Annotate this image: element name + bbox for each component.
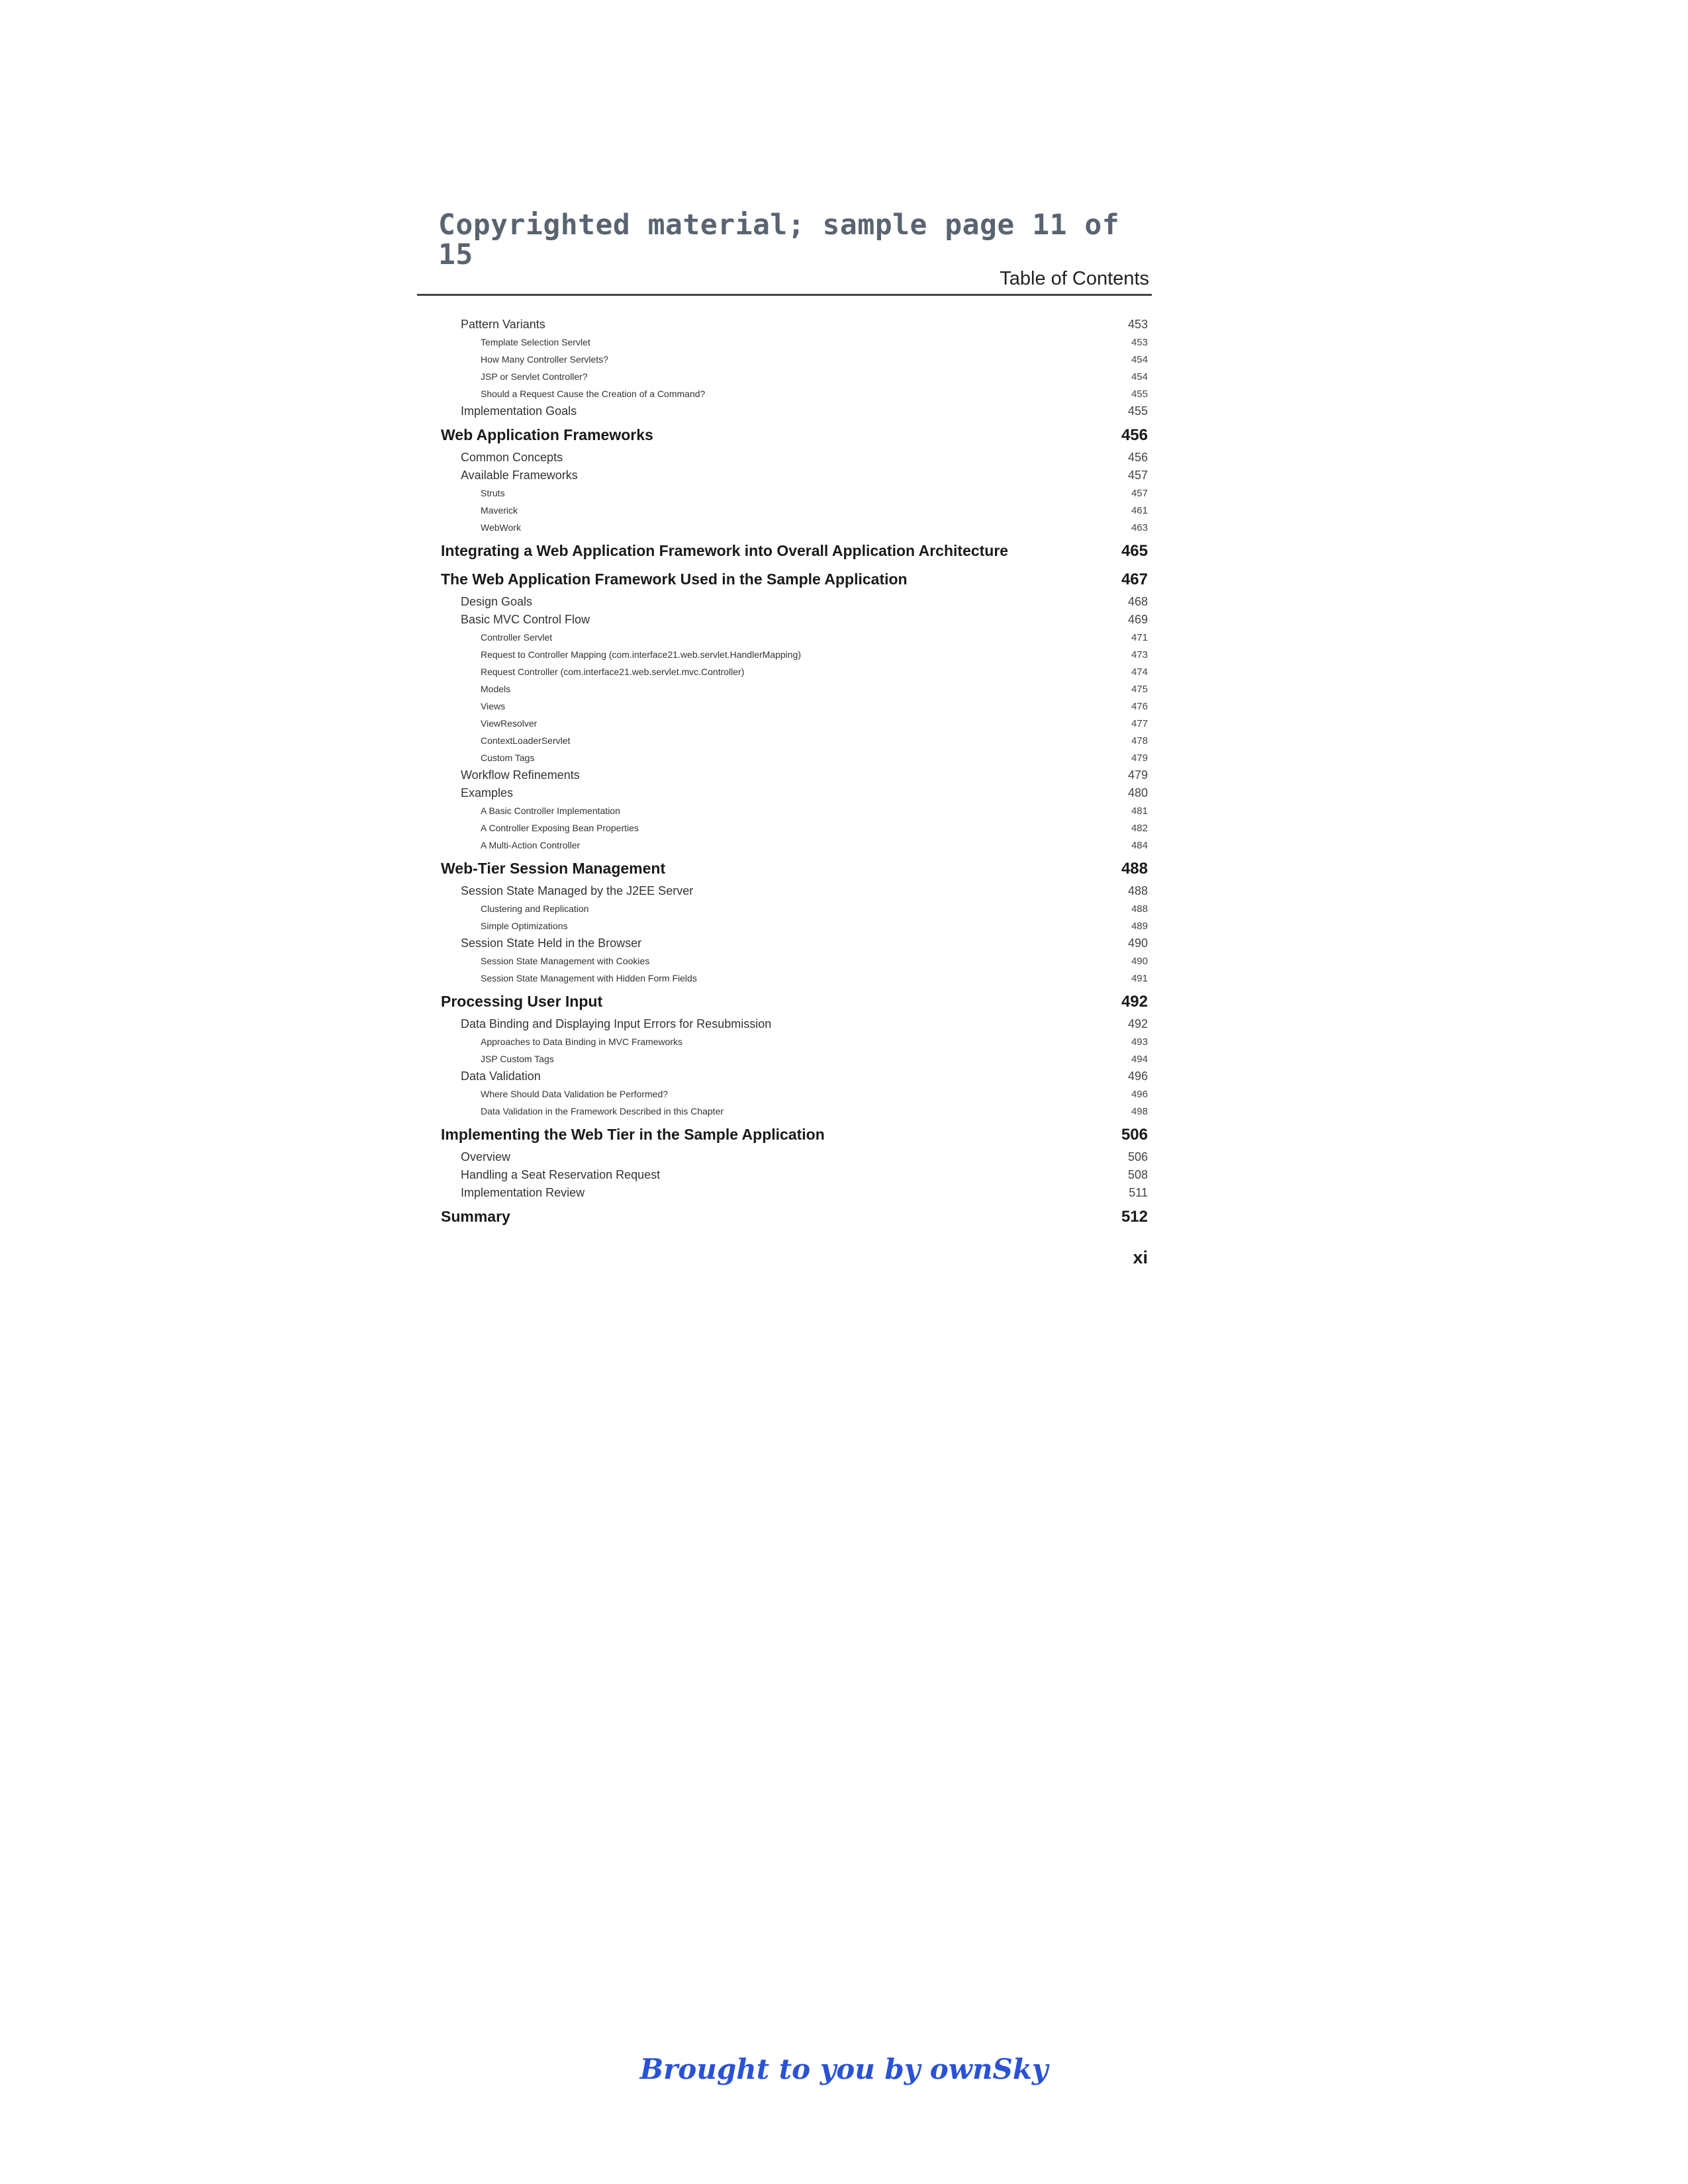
toc-entry-page: 468 xyxy=(1127,595,1148,609)
toc-entry-page: 477 xyxy=(1131,718,1148,730)
toc-entry-title: A Controller Exposing Bean Properties xyxy=(481,823,639,834)
toc-entry-title: Template Selection Servlet xyxy=(481,337,590,348)
toc-entry-title: Summary xyxy=(441,1208,510,1226)
toc-entry xyxy=(417,484,1152,502)
toc-entry-title: Available Frameworks xyxy=(461,469,578,482)
toc-entry-page: 492 xyxy=(1121,993,1148,1011)
toc-entry-title: Struts xyxy=(481,488,505,499)
table-of-contents xyxy=(417,316,1152,1230)
toc-entry-page: 491 xyxy=(1131,973,1148,985)
toc-entry xyxy=(417,1184,1152,1202)
toc-entry-page: 488 xyxy=(1127,884,1148,898)
toc-entry xyxy=(417,819,1152,837)
toc-entry-page: 484 xyxy=(1131,840,1148,852)
toc-entry-title: Simple Optimizations xyxy=(481,921,568,932)
toc-entry xyxy=(417,519,1152,536)
toc-entry xyxy=(417,1103,1152,1120)
toc-entry xyxy=(417,1121,1152,1148)
toc-entry xyxy=(417,368,1152,385)
toc-entry-title: Where Should Data Validation be Performed? xyxy=(481,1089,669,1100)
toc-entry xyxy=(417,1085,1152,1103)
toc-entry xyxy=(417,611,1152,629)
toc-entry-title: A Basic Controller Implementation xyxy=(481,805,620,817)
toc-entry-page: 457 xyxy=(1131,488,1148,500)
toc-entry xyxy=(417,316,1152,334)
toc-entry-title: Clustering and Replication xyxy=(481,903,589,915)
toc-entry xyxy=(417,467,1152,484)
toc-entry-title: Implementing the Web Tier in the Sample Application xyxy=(441,1126,825,1144)
toc-entry-title: Request Controller (com.interface21.web.servlet.mvc.Controller) xyxy=(481,666,745,678)
toc-entry-page: 498 xyxy=(1131,1106,1148,1118)
toc-entry xyxy=(417,385,1152,402)
toc-entry-page: 480 xyxy=(1127,786,1148,800)
toc-entry xyxy=(417,502,1152,519)
toc-entry-page: 488 xyxy=(1121,860,1148,878)
toc-entry-title: Session State Management with Cookies xyxy=(481,956,650,967)
toc-entry-page: 496 xyxy=(1127,1069,1148,1083)
toc-entry-title: Integrating a Web Application Framework into Overall Application Architecture xyxy=(441,542,1009,560)
toc-entry xyxy=(417,663,1152,680)
toc-entry-title: Basic MVC Control Flow xyxy=(461,613,590,627)
toc-entry-title: Overview xyxy=(461,1150,511,1164)
toc-entry-title: How Many Controller Servlets? xyxy=(481,354,608,365)
toc-entry-page: 481 xyxy=(1131,805,1148,817)
toc-entry-page: 456 xyxy=(1121,426,1148,445)
toc-entry-title: Data Validation xyxy=(461,1069,541,1083)
toc-entry-page: 463 xyxy=(1131,522,1148,534)
toc-entry xyxy=(417,351,1152,368)
toc-entry-page: 489 xyxy=(1131,921,1148,933)
toc-entry-title: Views xyxy=(481,701,506,712)
toc-entry-page: 457 xyxy=(1127,469,1148,482)
toc-entry xyxy=(417,646,1152,663)
toc-entry-title: ContextLoaderServlet xyxy=(481,735,571,747)
toc-entry-page: 453 xyxy=(1131,337,1148,349)
toc-entry xyxy=(417,402,1152,420)
toc-entry-page: 494 xyxy=(1131,1054,1148,1066)
toc-entry-title: Session State Held in the Browser xyxy=(461,936,642,950)
toc-entry-title: A Multi-Action Controller xyxy=(481,840,581,851)
toc-entry-page: 482 xyxy=(1131,823,1148,835)
toc-entry xyxy=(417,802,1152,819)
toc-entry-page: 496 xyxy=(1131,1089,1148,1101)
toc-entry xyxy=(417,537,1152,565)
document-page xyxy=(417,210,1152,1268)
toc-entry-title: Design Goals xyxy=(461,595,533,609)
toc-entry-page: 454 xyxy=(1131,354,1148,366)
toc-entry-title: Implementation Goals xyxy=(461,404,577,418)
toc-entry-page: 461 xyxy=(1131,505,1148,517)
toc-entry-page: 512 xyxy=(1121,1208,1148,1226)
toc-entry xyxy=(417,784,1152,802)
toc-entry-title: Custom Tags xyxy=(481,752,535,764)
toc-entry xyxy=(417,952,1152,970)
toc-entry-page: 455 xyxy=(1131,388,1148,400)
toc-entry xyxy=(417,882,1152,900)
toc-entry-title: Models xyxy=(481,684,511,695)
toc-entry-title: WebWork xyxy=(481,522,521,533)
toc-entry-title: Implementation Review xyxy=(461,1186,585,1200)
toc-entry-page: 490 xyxy=(1127,936,1148,950)
toc-entry xyxy=(417,988,1152,1015)
toc-entry-page: 454 xyxy=(1131,371,1148,383)
toc-entry-page: 474 xyxy=(1131,666,1148,678)
toc-entry xyxy=(417,698,1152,715)
toc-entry-page: 490 xyxy=(1131,956,1148,968)
header-rule xyxy=(417,294,1152,296)
toc-entry-title: Pattern Variants xyxy=(461,318,545,332)
toc-entry-page: 473 xyxy=(1131,649,1148,661)
footer-credit: Brought to you by ownSky xyxy=(639,2053,1049,2085)
toc-entry-title: Session State Managed by the J2EE Server xyxy=(461,884,694,898)
toc-entry-page: 506 xyxy=(1127,1150,1148,1164)
toc-entry-page: 492 xyxy=(1127,1017,1148,1031)
toc-entry-page: 488 xyxy=(1131,903,1148,915)
toc-entry-title: The Web Application Framework Used in the Sample Application xyxy=(441,570,908,588)
toc-entry-page: 479 xyxy=(1127,768,1148,782)
toc-entry-page: 467 xyxy=(1121,570,1148,589)
toc-entry-title: Request to Controller Mapping (com.interface21.web.servlet.HandlerMapping) xyxy=(481,649,802,660)
toc-entry xyxy=(417,970,1152,987)
toc-entry-title: Handling a Seat Reservation Request xyxy=(461,1168,661,1182)
toc-entry-page: 508 xyxy=(1127,1168,1148,1182)
toc-entry-title: Data Validation in the Framework Described in this Chapter xyxy=(481,1106,724,1117)
toc-entry-title: Web-Tier Session Management xyxy=(441,860,666,878)
toc-entry-page: 479 xyxy=(1131,752,1148,764)
toc-entry xyxy=(417,749,1152,766)
toc-entry xyxy=(417,1033,1152,1050)
toc-entry-page: 478 xyxy=(1131,735,1148,747)
toc-entry-page: 471 xyxy=(1131,632,1148,644)
toc-entry-page: 465 xyxy=(1121,542,1148,561)
toc-entry-page: 475 xyxy=(1131,684,1148,696)
toc-entry xyxy=(417,1166,1152,1184)
toc-entry-page: 476 xyxy=(1131,701,1148,713)
toc-entry-title: JSP Custom Tags xyxy=(481,1054,554,1065)
toc-entry xyxy=(417,917,1152,934)
running-head: Table of Contents xyxy=(1000,268,1149,290)
toc-entry-title: Web Application Frameworks xyxy=(441,426,653,444)
toc-entry-page: 453 xyxy=(1127,318,1148,332)
toc-entry xyxy=(417,766,1152,784)
toc-entry xyxy=(417,1203,1152,1230)
toc-entry-title: Approaches to Data Binding in MVC Frameworks xyxy=(481,1036,683,1048)
toc-entry-page: 511 xyxy=(1129,1186,1148,1200)
toc-entry xyxy=(417,566,1152,593)
toc-entry-title: Session State Management with Hidden Form Fields xyxy=(481,973,697,984)
toc-entry xyxy=(417,449,1152,467)
toc-entry-page: 455 xyxy=(1127,404,1148,418)
watermark-text: Copyrighted material; sample page 11 of 15 xyxy=(438,208,1120,272)
toc-entry-title: Examples xyxy=(461,786,514,800)
toc-entry-title: Data Binding and Displaying Input Errors for Resubmission xyxy=(461,1017,772,1031)
toc-entry xyxy=(417,934,1152,952)
toc-entry-page: 493 xyxy=(1131,1036,1148,1048)
toc-entry xyxy=(417,855,1152,882)
toc-entry xyxy=(417,1148,1152,1166)
toc-entry xyxy=(417,1050,1152,1068)
toc-entry-title: JSP or Servlet Controller? xyxy=(481,371,588,383)
toc-entry xyxy=(417,334,1152,351)
toc-entry-title: Should a Request Cause the Creation of a Command? xyxy=(481,388,706,400)
toc-entry-title: ViewResolver xyxy=(481,718,538,729)
toc-entry-page: 456 xyxy=(1127,451,1148,465)
toc-entry-title: Processing User Input xyxy=(441,993,603,1011)
toc-entry xyxy=(417,715,1152,732)
toc-entry-title: Workflow Refinements xyxy=(461,768,580,782)
toc-entry xyxy=(417,422,1152,449)
toc-entry xyxy=(417,1068,1152,1085)
toc-entry xyxy=(417,732,1152,749)
page-number: xi xyxy=(1133,1248,1148,1268)
toc-entry xyxy=(417,593,1152,611)
toc-entry-page: 469 xyxy=(1127,613,1148,627)
toc-entry-page: 506 xyxy=(1121,1126,1148,1144)
toc-entry xyxy=(417,900,1152,917)
toc-entry-title: Maverick xyxy=(481,505,518,516)
toc-entry xyxy=(417,837,1152,854)
toc-entry xyxy=(417,1015,1152,1033)
toc-entry-title: Controller Servlet xyxy=(481,632,553,643)
toc-entry-title: Common Concepts xyxy=(461,451,563,465)
toc-entry xyxy=(417,629,1152,646)
toc-entry xyxy=(417,680,1152,698)
